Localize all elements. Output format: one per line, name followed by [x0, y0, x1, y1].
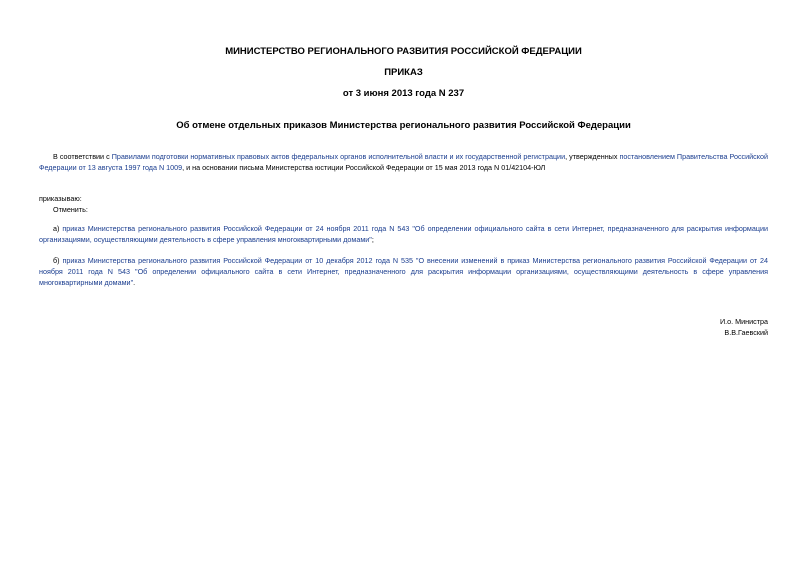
item-a-prefix: а) — [53, 224, 63, 233]
item-b-link[interactable]: приказ Министерства регионального развития Российской Федерации от 10 декабря 2012 года N 535 "О внесении изменений в приказ Министерства регионального развития Российской Федерации от 24 ноября 2011 года N 543 "Об определении официального сайта в сети Интернет, предназначенного для раскрытия информации организациями, осуществляющими деятельность в сфере управления многоквартирными домами" — [39, 256, 769, 287]
ministry-heading: МИНИСТЕРСТВО РЕГИОНАЛЬНОГО РАЗВИТИЯ РОССИЙСКОЙ ФЕДЕРАЦИИ — [225, 46, 582, 57]
government-decree-link[interactable]: постановлением Правительства Российской Федерации от 13 августа 1997 года N 1009 — [39, 152, 768, 172]
item-a-paragraph — [39, 223, 768, 245]
item-a-suffix: ; — [371, 235, 374, 244]
item-b-paragraph — [39, 255, 768, 288]
preamble-text-2: , утвержденных — [565, 152, 620, 161]
signature-name: В.В.Гаевский — [724, 328, 768, 337]
item-a-link[interactable]: приказ Министерства регионального развития Российской Федерации от 24 ноября 2011 года N 543 "Об определении официального сайта в сети Интернет, предназначенного для раскрытия информации организациями, осуществляющими деятельность в сфере управления многоквартирными домами" — [39, 224, 768, 244]
signature-position: И.о. Министра — [719, 317, 768, 326]
order-word: приказываю: — [39, 194, 82, 203]
preamble-paragraph — [39, 151, 768, 173]
preamble-text-1: В соответствии с — [53, 152, 112, 161]
preamble-text-3: , и на основании письма Министерства юстиции Российской Федерации от 15 мая 2013 года N 01/42104-ЮЛ — [182, 163, 546, 172]
doc-type-heading: ПРИКАЗ — [384, 67, 423, 78]
date-number-heading: от 3 июня 2013 года N 237 — [342, 88, 465, 99]
item-b-suffix: . — [133, 278, 136, 287]
item-b-prefix: б) — [53, 256, 63, 265]
cancel-word: Отменить: — [53, 205, 88, 214]
document-title: Об отмене отдельных приказов Министерства регионального развития Российской Федерации — [176, 120, 631, 131]
rules-link[interactable]: Правилами подготовки нормативных правовых актов федеральных органов исполнительной власти и их государственной регистрации — [111, 152, 566, 161]
